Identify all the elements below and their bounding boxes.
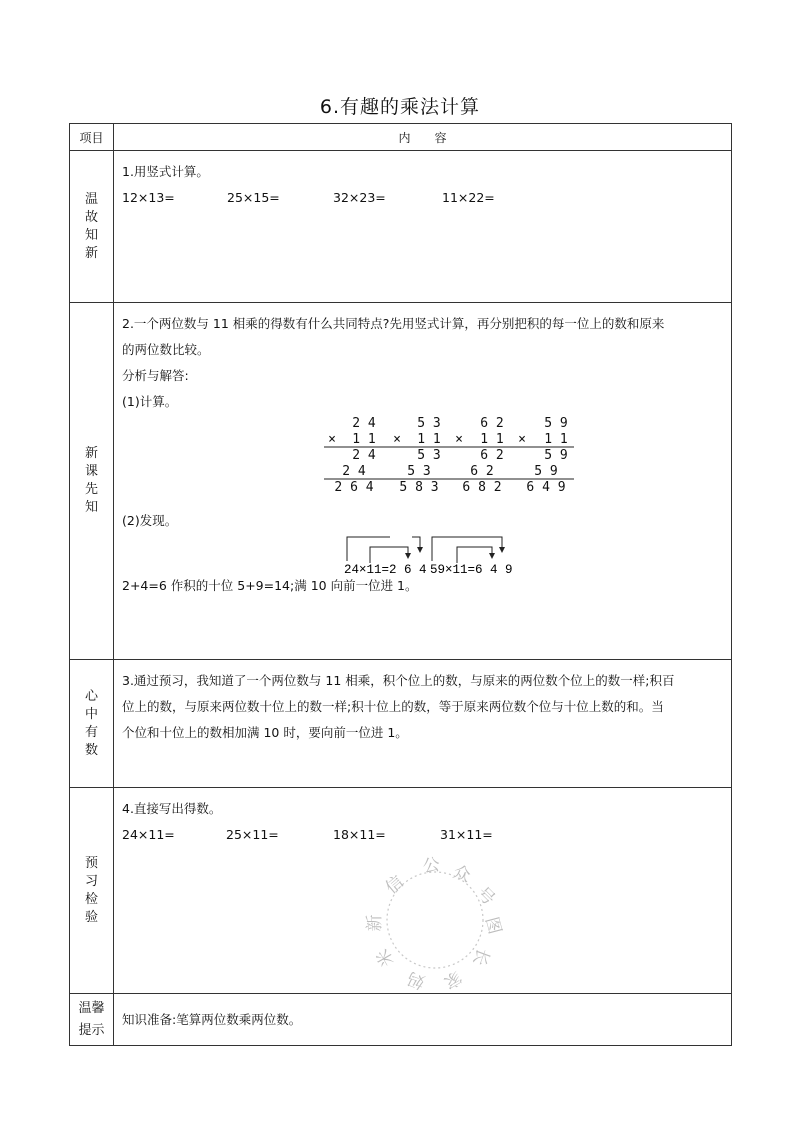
calc-p2: 5 3	[407, 464, 431, 479]
new-row	[70, 303, 732, 660]
vertical-calculations	[324, 413, 584, 497]
new-label: 新 课 先 知	[70, 303, 114, 660]
problem: 31×11=	[440, 827, 493, 842]
check-label: 预 习 检 验	[70, 788, 114, 994]
step1-label: (1)计算。	[122, 394, 178, 409]
calc-b: 1 1	[417, 432, 441, 447]
review-label: 温 故 知 新	[70, 151, 114, 303]
problem: 25×11=	[226, 827, 279, 842]
watermark-stamp	[360, 845, 510, 995]
problem: 18×11=	[333, 827, 386, 842]
stamp-char: 号	[472, 883, 499, 910]
stamp-char: 众	[450, 861, 474, 887]
stamp-char: 信	[381, 872, 408, 899]
check-question: 4.直接写出得数。	[122, 801, 222, 816]
diagram-left: 24×11=2 6 4	[344, 563, 427, 577]
mind-line2: 位上的数，与原来两位数十位上的数一样;积十位上的数，等于原来两位数个位与十位上数的和。当	[122, 699, 664, 714]
times-sign: ×	[328, 432, 336, 447]
mind-content	[114, 660, 732, 788]
step2-label: (2)发现。	[122, 513, 178, 528]
review-content	[114, 151, 732, 303]
mind-line3: 个位和十位上的数相加满 10 时，要向前一位进 1。	[122, 725, 408, 740]
mind-row	[70, 660, 732, 788]
review-problems	[122, 185, 725, 211]
review-question: 1.用竖式计算。	[122, 164, 209, 179]
new-content	[114, 303, 732, 660]
calc-a: 2 4	[352, 416, 376, 431]
problem: 24×11=	[122, 827, 175, 842]
calc-p2: 5 9	[534, 464, 558, 479]
calc-b: 1 1	[352, 432, 376, 447]
calc-result: 5 8 3	[399, 480, 439, 495]
times-sign: ×	[393, 432, 401, 447]
stamp-char: 新	[365, 914, 385, 932]
header-content: 内 容	[114, 124, 732, 151]
header-row	[70, 124, 732, 151]
calc-p2: 2 4	[342, 464, 366, 479]
calc-p1: 6 2	[480, 448, 504, 463]
calc-result: 6 4 9	[526, 480, 566, 495]
stamp-char: 米	[372, 945, 399, 970]
stamp-char: 家	[440, 966, 465, 993]
problem: 11×22=	[442, 190, 495, 205]
problem: 25×15=	[227, 190, 280, 205]
header-item: 项目	[70, 124, 114, 151]
tip-label: 温馨 提示	[70, 994, 114, 1046]
mind-label: 心 中 有 数	[70, 660, 114, 788]
discovery-note: 2+4=6 作积的十位 5+9=14;满 10 向前一位进 1。	[122, 578, 418, 593]
stamp-char: 妈	[404, 967, 428, 993]
calc-a: 5 3	[417, 416, 441, 431]
calc-p1: 5 3	[417, 448, 441, 463]
tip-content: 知识准备:笔算两位数乘两位数。	[114, 994, 732, 1046]
times-sign: ×	[455, 432, 463, 447]
review-row	[70, 151, 732, 303]
tip-row	[70, 994, 732, 1046]
calc-a: 5 9	[544, 416, 568, 431]
calc-p2: 6 2	[470, 464, 494, 479]
calc-result: 2 6 4	[334, 480, 374, 495]
analysis-label: 分析与解答:	[122, 368, 189, 383]
calc-b: 1 1	[480, 432, 504, 447]
calc-result: 6 8 2	[462, 480, 502, 495]
diagram-right: 59×11=6 4 9	[430, 563, 513, 577]
new-question-line1: 2.一个两位数与 11 相乘的得数有什么共同特点?先用竖式计算，再分别把积的每一位上的数和原来	[122, 316, 665, 331]
mind-line1: 3.通过预习，我知道了一个两位数与 11 相乘，积个位上的数，与原来的两位数个位上的数一样;积百	[122, 673, 675, 688]
calc-p1: 5 9	[544, 448, 568, 463]
problem: 32×23=	[333, 190, 386, 205]
new-question-line2: 的两位数比较。	[122, 342, 210, 357]
stamp-char: 长	[468, 945, 494, 969]
problem: 12×13=	[122, 190, 175, 205]
times-sign: ×	[518, 432, 526, 447]
stamp-char: 公	[421, 854, 442, 878]
calc-p1: 2 4	[352, 448, 376, 463]
calc-b: 1 1	[544, 432, 568, 447]
calc-a: 6 2	[480, 416, 504, 431]
page-title: 6.有趣的乘法计算	[319, 96, 481, 118]
stamp-char: 图	[480, 914, 505, 937]
